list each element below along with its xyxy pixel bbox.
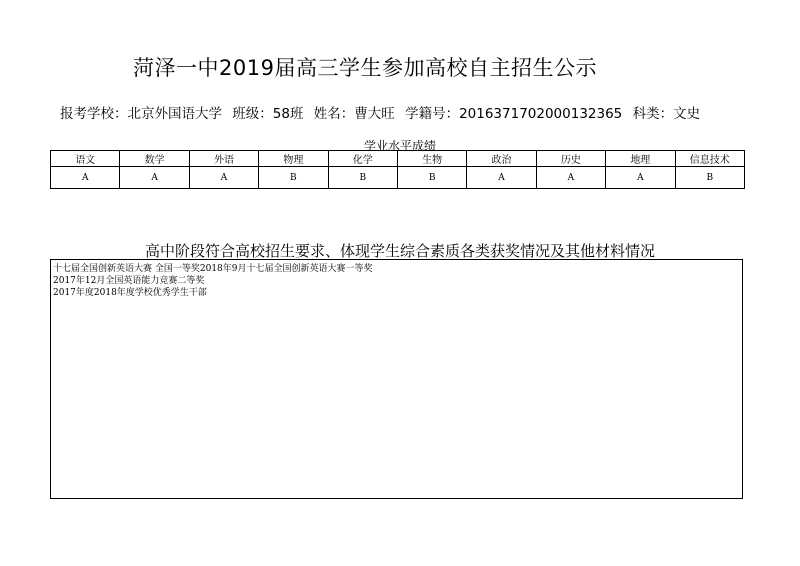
grade-cell: A bbox=[467, 167, 536, 189]
student-info bbox=[60, 102, 706, 122]
subject-header: 政治 bbox=[467, 151, 536, 167]
subject-header: 数学 bbox=[120, 151, 189, 167]
subject-header: 物理 bbox=[259, 151, 328, 167]
scores-caption: 学业水平成绩 bbox=[363, 139, 436, 153]
award-line: 十七届全国创新英语大赛 全国一等奖2018年9月十七届全国创新英语大赛一等奖 bbox=[53, 264, 373, 274]
school-field: 报考学校：北京外国语大学 bbox=[60, 106, 222, 122]
awards-heading: 高中阶段符合高校招生要求、体现学生综合素质各类获奖情况及其他材料情况 bbox=[144, 242, 655, 260]
awards-box bbox=[50, 259, 743, 499]
student-id-field: 学籍号：2016371702000132365 bbox=[405, 106, 623, 122]
grade-cell: B bbox=[328, 167, 397, 189]
grade-cell: A bbox=[606, 167, 675, 189]
grades-row bbox=[51, 167, 745, 189]
subject-header: 语文 bbox=[51, 151, 120, 167]
scores-table bbox=[50, 150, 745, 189]
grade-cell: A bbox=[51, 167, 120, 189]
subject-header: 化学 bbox=[328, 151, 397, 167]
grade-cell: B bbox=[259, 167, 328, 189]
grade-cell: A bbox=[120, 167, 189, 189]
grade-cell: B bbox=[675, 167, 744, 189]
page-title: 菏泽一中2019届高三学生参加高校自主招生公示 bbox=[133, 56, 597, 80]
subjects-row bbox=[51, 151, 745, 167]
subject-header: 历史 bbox=[536, 151, 605, 167]
grade-cell: B bbox=[397, 167, 466, 189]
name-field: 姓名：曹大旺 bbox=[313, 106, 395, 122]
subject-header: 信息技术 bbox=[675, 151, 744, 167]
award-line: 2017年度2018年度学校优秀学生干部 bbox=[53, 288, 207, 298]
award-line: 2017年12月全国英语能力竞赛二等奖 bbox=[53, 276, 205, 286]
subject-header: 生物 bbox=[397, 151, 466, 167]
grade-cell: A bbox=[189, 167, 258, 189]
subject-header: 外语 bbox=[189, 151, 258, 167]
grade-cell: A bbox=[536, 167, 605, 189]
class-field: 班级：58班 bbox=[232, 106, 304, 122]
track-field: 科类：文史 bbox=[632, 106, 701, 122]
subject-header: 地理 bbox=[606, 151, 675, 167]
